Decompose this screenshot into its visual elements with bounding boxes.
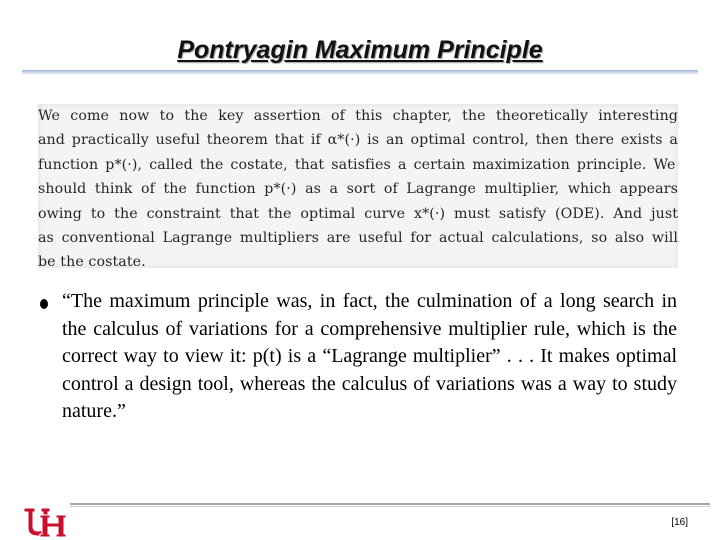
title-underline-rule — [22, 70, 698, 75]
excerpt-line-4: should think of the function p*(·) as a sort of Lagrange multiplier, which appears — [38, 181, 678, 198]
footer-rule-shadow — [70, 506, 710, 507]
slide-title: Pontryagin Maximum Principle — [177, 36, 543, 64]
excerpt-line-6: as conventional Lagrange multipliers are useful for actual calculations, so also will — [38, 230, 678, 247]
excerpt-line-7: be the costate. — [38, 254, 146, 271]
excerpt-line-3: function p*(·), called the costate, that satisfies a certain maximization principle. We — [38, 156, 676, 173]
page-number: [16] — [671, 517, 688, 528]
excerpt-line-1: We come now to the key assertion of this chapter, the theoretically interesting — [38, 108, 678, 124]
footer-rule — [70, 503, 710, 505]
excerpt-line-5: owing to the constraint that the optimal curve x*(·) must satisfy (ODE). And just — [38, 205, 678, 222]
excerpt-paragraph — [38, 104, 678, 275]
bullet-dot-icon — [40, 299, 48, 309]
quoted-textbook-excerpt — [38, 104, 678, 271]
university-logo-icon — [22, 505, 68, 539]
bullet-quote-text: “The maximum principle was, in fact, the culmination of a long search in the calculus of variations for a comprehensive multiplier rule, which is the correct way to view it: p(t) is a “Lagrange multiplier” . . . It makes optimal control a design tool, whereas the calculus of variations was a way to study nature.” — [62, 290, 677, 423]
excerpt-line-2: and practically useful theorem that if α*(·) is an optimal control, then there exists a — [38, 132, 678, 149]
